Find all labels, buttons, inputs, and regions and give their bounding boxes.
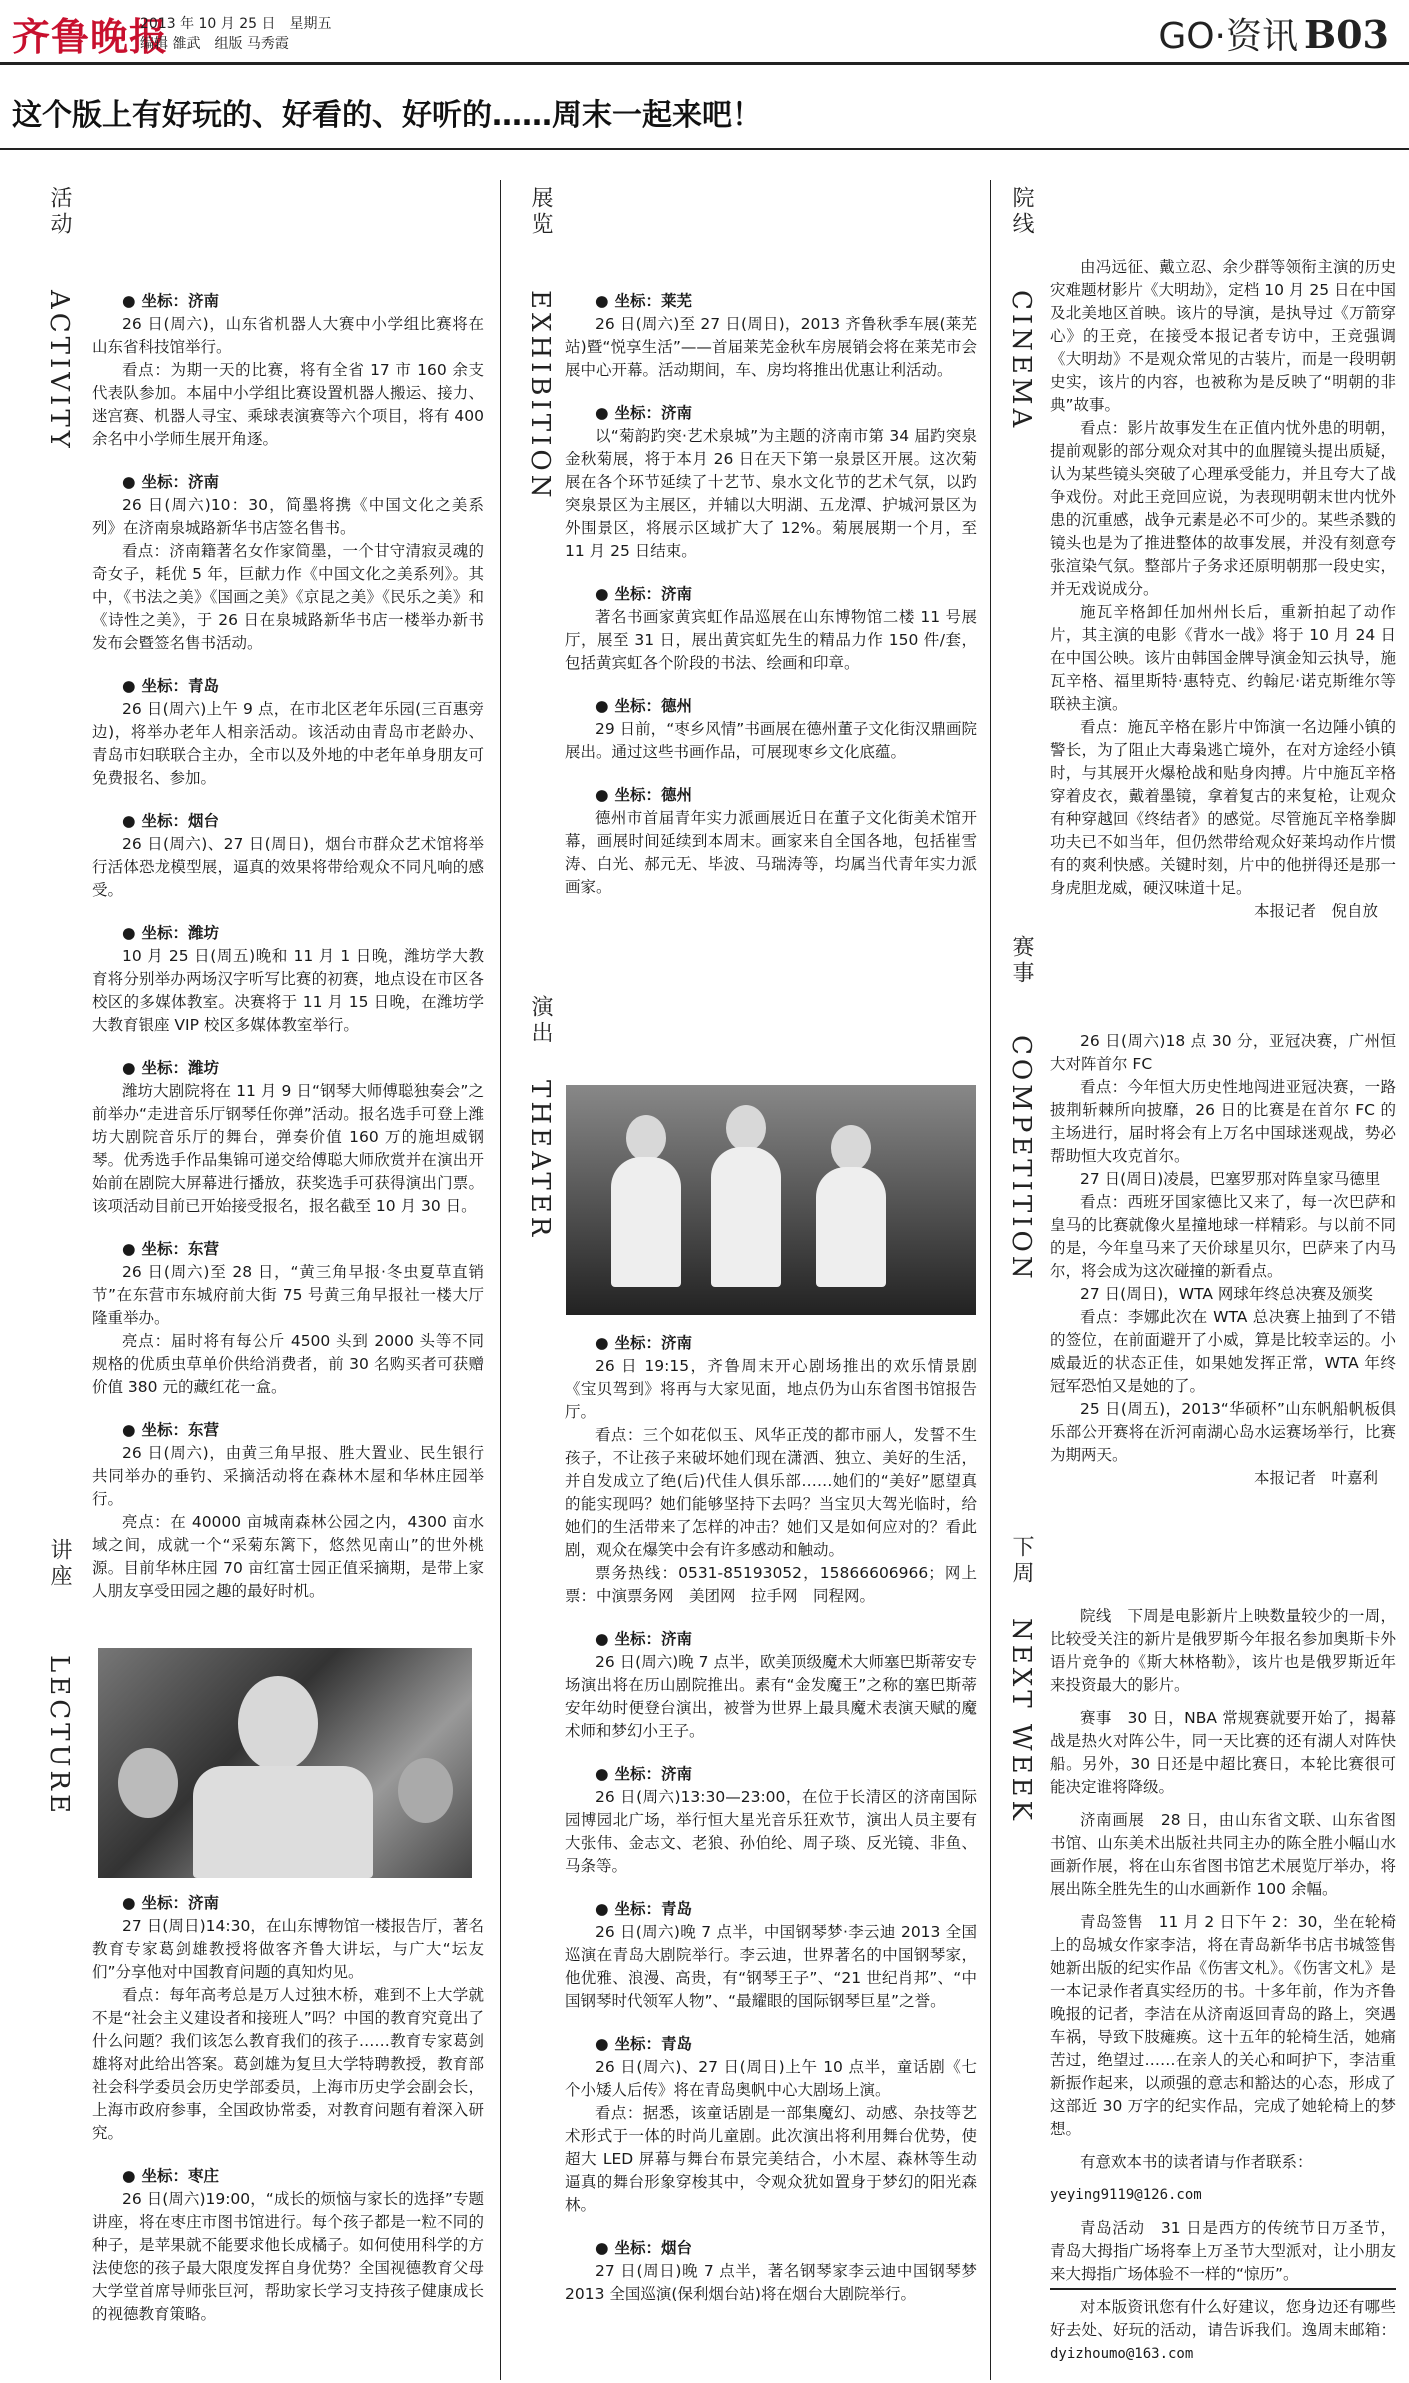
- item-paragraph: 26 日(周六)，由黄三角早报、胜大置业、民生银行共同举办的垂钓、采摘活动将在森林木屋和华林庄园举行。: [92, 1444, 484, 1508]
- list-item: [92, 1419, 484, 1603]
- footer-email-link[interactable]: dyizhoumo@163.com: [1050, 2346, 1194, 2362]
- lecture-label-en: LECTURE: [44, 1655, 74, 1817]
- cinema-article: [1050, 256, 1396, 923]
- list-item: [92, 922, 484, 1037]
- item-paragraph: 26 日(周六)晚 7 点半，中国钢琴梦·李云迪 2013 全国巡演在青岛大剧院举行。李云迪，世界著名的中国钢琴家，他优雅、浪漫、高贵，有“钢琴王子”、“21 世纪肖邦”、“中国钢琴时代领军人物”、“最耀眼的国际钢琴巨星”之誉。: [565, 1923, 977, 2010]
- item-paragraph: 看点：三个如花似玉、风华正茂的都市丽人，发誓不生孩子，不让孩子来破坏她们现在潇洒、独立、美好的生活，并自发成立了绝(后)代佳人俱乐部……她们的“美好”愿望真的能实现吗？她们能够坚持下去吗？当宝贝大驾光临时，给她们的生活带来了怎样的冲击？她们又是如何应对的？看此剧，观众在爆笑中会有许多感动和触动。: [565, 1426, 977, 1559]
- exhibition-list: [565, 290, 977, 919]
- list-item: [565, 583, 977, 675]
- item-paragraph: 26 日(周六)13:30—23:00，在位于长清区的济南国际园博园北广场，举行恒大星光音乐狂欢节，演出人员主要有大张伟、金志文、老狼、孙伯纶、周子琰、反光镜、非鱼、马条等。: [565, 1788, 977, 1875]
- item-paragraph: 著名书画家黄宾虹作品巡展在山东博物馆二楼 11 号展厅，展至 31 日，展出黄宾虹先生的精品力作 150 件/套，包括黄宾虹各个阶段的书法、绘画和印章。: [565, 608, 977, 672]
- list-item: [565, 290, 977, 382]
- article-paragraph: 看点：影片故事发生在正值内忧外患的明朝，提前观影的部分观众对其中的血腥镜头提出质疑，认为某些镜头突破了心理承受能力，并且夸大了战争戏份。对此王竞回应说，为表现明朝末世内忧外患的沉重感，战争元素是必不可少的。某些杀戮的镜头也是为了推进整体的故事发展，并没有刻意夸张渲染气氛。整部片子务求还原明朝那一段史实，并无戏说成分。: [1050, 419, 1396, 598]
- item-location: ● 坐标：青岛: [565, 1898, 977, 1921]
- contact-email-link[interactable]: yeying9119@126.com: [1050, 2187, 1202, 2203]
- article-paragraph: 看点：李娜此次在 WTA 总决赛上抽到了不错的签位，在前面避开了小威，算是比较幸运的。小威最近的状态正佳，如果她发挥正常，WTA 年终冠军恐怕又是她的了。: [1050, 1308, 1396, 1395]
- competition-label-en: COMPETITION: [1006, 1035, 1036, 1283]
- list-item: [565, 2237, 977, 2306]
- exhibition-label-cn: 展览: [528, 186, 553, 238]
- article-paragraph: 看点：西班牙国家德比又来了，每一次巴萨和皇马的比赛就像火星撞地球一样精彩。与以前不同的是，今年皇马来了天价球星贝尔，巴萨来了内马尔，将会成为这次碰撞的新看点。: [1050, 1193, 1396, 1280]
- theater-label-en: THEATER: [525, 1080, 555, 1241]
- item-paragraph: 亮点：届时将有每公斤 4500 头到 2000 头等不同规格的优质虫草单价供给消费者，前 30 名购买者可获赠价值 380 元的藏红花一盒。: [92, 1332, 484, 1396]
- nextweek-label-cn: 下周: [1009, 1535, 1034, 1587]
- item-location: ● 坐标：青岛: [565, 2033, 977, 2056]
- item-location: ● 坐标：济南: [92, 471, 484, 494]
- item-location: ● 坐标：德州: [565, 695, 977, 718]
- item-location: ● 坐标：济南: [565, 402, 977, 425]
- list-item: [92, 810, 484, 902]
- item-location: ● 坐标：济南: [92, 1892, 484, 1915]
- item-paragraph: 10 月 25 日(周五)晚和 11 月 1 日晚，潍坊学大教育将分别举办两场汉字听写比赛的初赛，地点设在市区各校区的多媒体教室。决赛将于 11 月 15 日晚，在潍坊学大教育银座 VIP 校区多媒体教室举行。: [92, 947, 484, 1034]
- exhibition-label-en: EXHIBITION: [525, 290, 555, 502]
- lecture-label-cn: 讲座: [47, 1538, 72, 1590]
- nextweek-article: [1050, 1605, 1396, 2286]
- article-paragraph: 26 日(周六)18 点 30 分，亚冠决赛，广州恒大对阵首尔 FC: [1050, 1032, 1396, 1073]
- item-location: ● 坐标：莱芜: [565, 290, 977, 313]
- editors-line: 编辑 雒武 组版 马秀霞: [140, 36, 289, 52]
- list-item: [92, 2165, 484, 2326]
- article-paragraph: 看点：今年恒大历史性地闯进亚冠决赛，一路披荆斩棘所向披靡，26 日的比赛是在首尔 FC 的主场进行，届时将会有上万名中国球迷观战，势必帮助恒大攻克首尔。: [1050, 1078, 1396, 1165]
- lecture-photo: [98, 1648, 472, 1878]
- item-location: ● 坐标：潍坊: [92, 922, 484, 945]
- list-item: [92, 1238, 484, 1399]
- issue-meta: [140, 14, 332, 54]
- item-paragraph: 看点：每年高考总是万人过独木桥，难到不上大学就不是“社会主义建设者和接班人”吗？中国的教育究竟出了什么问题？我们该怎么教育我们的孩子……教育专家葛剑雄将对此给出答案。葛剑雄为复旦大学特聘教授，教育部社会科学委员会历史学部委员，上海市历史学会副会长，上海市政府参事，全国政协常委，对教育问题有着深入研究。: [92, 1986, 484, 2142]
- list-item: [565, 1332, 977, 1608]
- nextweek-label-en: NEXT WEEK: [1006, 1618, 1036, 1824]
- article-paragraph: 赛事 30 日，NBA 常规赛就要开始了，揭幕战是热火对阵公牛，同一天比赛的还有湖人对阵快船。另外，30 日还是中超比赛日，本轮比赛很可能决定谁将降级。: [1050, 1709, 1396, 1796]
- item-location: ● 坐标：济南: [565, 583, 977, 606]
- article-paragraph: 看点：施瓦辛格在影片中饰演一名边陲小镇的警长，为了阻止大毒枭逃亡境外，在对方途经小镇时，与其展开火爆枪战和贴身肉搏。片中施瓦辛格穿着皮衣，戴着墨镜，拿着复古的来复枪，让观众有种穿越回《终结者》的感觉。尽管施瓦辛格拳脚功夫已不如当年，但仍然带给观众好莱坞动作片惯有的爽利快感。关键时刻，片中的他拼得还是那一身虎胆龙威，硬汉味道十足。: [1050, 718, 1396, 897]
- item-location: ● 坐标：烟台: [92, 810, 484, 833]
- competition-article: [1050, 1030, 1396, 1490]
- item-paragraph: 26 日(周六)晚 7 点半，欧美顶级魔术大师塞巴斯蒂安专场演出将在历山剧院推出。素有“金发魔王”之称的塞巴斯蒂安年幼时便登台演出，被誉为世界上最具魔术表演天赋的魔术师和梦幻小王子。: [565, 1653, 977, 1740]
- item-paragraph: 看点：为期一天的比赛，将有全省 17 市 160 余支代表队参加。本届中小学组比赛设置机器人搬运、接力、迷宫赛、机器人寻宝、乘球表演赛等六个项目，将有 400 余名中小学师生展开角逐。: [92, 361, 484, 448]
- item-location: ● 坐标：济南: [565, 1628, 977, 1651]
- item-location: ● 坐标：济南: [92, 290, 484, 313]
- article-paragraph: 济南画展 28 日，由山东省文联、山东省图书馆、山东美术出版社共同主办的陈全胜小幅山水画新作展，将在山东省图书馆艺术展览厅举办，将展出陈全胜先生的山水画新作 100 余幅。: [1050, 1811, 1396, 1898]
- list-item: [565, 784, 977, 899]
- item-paragraph: 看点：据悉，该童话剧是一部集魔幻、动感、杂技等艺术形式于一体的时尚儿童剧。此次演出将利用舞台优势，使超大 LED 屏幕与舞台布景完美结合，小木屋、森林等生动逼真的舞台形象穿梭其中，令观众犹如置身于梦幻的阳光森林。: [565, 2104, 977, 2214]
- item-paragraph: 德州市首届青年实力派画展近日在董子文化街美术馆开幕，画展时间延续到本周末。画家来自全国各地，包括崔雪涛、白光、郝元无、毕波、马瑞涛等，均属当代青年实力派画家。: [565, 809, 977, 896]
- list-item: [565, 1898, 977, 2013]
- item-location: ● 坐标：东营: [92, 1238, 484, 1261]
- item-paragraph: 26 日(周六)上午 9 点，在市北区老年乐园(三百惠旁边)，将举办老年人相亲活动。该活动由青岛市老龄办、青岛市妇联联合主办，全市以及外地的中老年单身朋友可免费报名、参加。: [92, 700, 484, 787]
- cinema-label-en: CINEMA: [1006, 290, 1036, 432]
- list-item: [565, 1763, 977, 1878]
- article-paragraph: 27 日(周日)，WTA 网球年终总决赛及颁奖: [1080, 1285, 1373, 1303]
- item-paragraph: 26 日(周六)至 28 日，“黄三角早报·冬虫夏草直销节”在东营市东城府前大街 75 号黄三角早报社一楼大厅隆重举办。: [92, 1263, 484, 1327]
- item-paragraph: 26 日(周六)、27 日(周日)，烟台市群众艺术馆将举行活体恐龙模型展，逼真的效果将带给观众不同凡响的感受。: [92, 835, 484, 899]
- section-title: [1158, 8, 1389, 59]
- item-location: ● 坐标：潍坊: [92, 1057, 484, 1080]
- item-paragraph: 26 日 19:15，齐鲁周末开心剧场推出的欢乐情景剧《宝贝驾到》将再与大家见面，地点仍为山东省图书馆报告厅。: [565, 1357, 977, 1421]
- item-paragraph: 27 日(周日)晚 7 点半，著名钢琴家李云迪中国钢琴梦 2013 全国巡演(保利烟台站)将在烟台大剧院举行。: [565, 2262, 977, 2303]
- theater-photo: [566, 1085, 976, 1315]
- byline: 本报记者 叶嘉利: [1253, 1469, 1378, 1487]
- item-location: ● 坐标：青岛: [92, 675, 484, 698]
- list-item: [565, 402, 977, 563]
- article-paragraph: 有意欢本书的读者请与作者联系：: [1080, 2153, 1313, 2171]
- newspaper-logo: 齐鲁晚报: [12, 14, 169, 59]
- footer-note-text: 对本版资讯您有什么好建议，您身边还有哪些好去处、好玩的活动，请告诉我们。逸周末邮箱：: [1050, 2298, 1396, 2339]
- article-paragraph: 院线 下周是电影新片上映数量较少的一周，比较受关注的新片是俄罗斯今年报名参加奥斯卡外语片竞争的《斯大林格勒》，该片也是俄罗斯近年来投资最大的影片。: [1050, 1607, 1396, 1694]
- competition-label-cn: 赛事: [1009, 935, 1034, 987]
- list-item: [92, 1892, 484, 2145]
- activity-label-en: ACTIVITY: [44, 290, 74, 452]
- list-item: [565, 1628, 977, 1743]
- item-location: ● 坐标：德州: [565, 784, 977, 807]
- activity-label-cn: 活动: [47, 186, 72, 238]
- theater-list: [565, 1332, 977, 2326]
- item-paragraph: 26 日(周六)、27 日(周日)上午 10 点半，童话剧《七个小矮人后传》将在青岛奥帆中心大剧场上演。: [565, 2058, 977, 2099]
- footer-note: [1050, 2288, 1396, 2366]
- headline-rule: [0, 148, 1409, 150]
- lecture-list: [92, 1892, 484, 2346]
- header-rule: [0, 62, 1409, 65]
- page-number: B03: [1304, 12, 1389, 57]
- item-paragraph: 以“菊韵趵突·艺术泉城”为主题的济南市第 34 届趵突泉金秋菊展，将于本月 26 日在天下第一泉景区开展。这次菊展在各个环节延续了十艺节、泉水文化节的艺术气氛，以趵突泉景区为主展区，并辅以大明湖、五龙潭、护城河景区为外围景区，将展示区域扩大了 12%。菊展展期一个月，至 11 月 25 日结束。: [565, 427, 977, 560]
- cinema-label-cn: 院线: [1009, 186, 1034, 238]
- item-paragraph: 26 日(周六)19:00，“成长的烦恼与家长的选择”专题讲座，将在枣庄市图书馆进行。每个孩子都是一粒不同的种子，是苹果就不能要求他长成橘子。如何使用科学的方法使您的孩子最大限度发挥自身优势？全国视德教育父母大学堂首席导师张巨河，帮助家长学习支持孩子健康成长的视德教育策略。: [92, 2190, 484, 2323]
- article-paragraph: 青岛签售 11 月 2 日下午 2：30，坐在轮椅上的岛城女作家李洁，将在青岛新华书店书城签售她新出版的纪实作品《伤害文札》。《伤害文札》是一本记录作者真实经历的书。十多年前，作为齐鲁晚报的记者，李洁在从济南返回青岛的路上，突遇车祸，导致下肢瘫痪。这十五年的轮椅生活，她痛苦过，绝望过……在亲人的关心和呵护下，李洁重新振作起来，以顽强的意志和豁达的心态，形成了这部近 30 万字的纪实作品，完成了她轮椅上的梦想。: [1050, 1913, 1396, 2138]
- item-location: ● 坐标：济南: [565, 1332, 977, 1355]
- item-location: ● 坐标：济南: [565, 1763, 977, 1786]
- list-item: [92, 471, 484, 655]
- activity-list: [92, 290, 484, 1623]
- item-paragraph: 26 日(周六)10：30，简墨将携《中国文化之美系列》在济南泉城路新华书店签名售书。: [92, 496, 484, 537]
- article-paragraph: 施瓦辛格卸任加州州长后，重新拍起了动作片，其主演的电影《背水一战》将于 10 月 24 日在中国公映。该片由韩国金牌导演金知云执导，施瓦辛格、福里斯特·惠特克、约翰尼·诺克斯维尔等联袂主演。: [1050, 603, 1396, 713]
- item-paragraph: 潍坊大剧院将在 11 月 9 日“钢琴大师傅聪独奏会”之前举办“走进音乐厅钢琴任你弹”活动。报名选手可登上潍坊大剧院音乐厅的舞台，弹奏价值 160 万的施坦威钢琴。优秀选手作品集锦可递交给傅聪大师欣赏并在演出开始前在剧院大屏幕进行播放，获奖选手可获得演出门票。该项活动目前已开始接受报名，报名截至 10 月 30 日。: [92, 1082, 484, 1215]
- item-location: ● 坐标：东营: [92, 1419, 484, 1442]
- column-divider: [500, 180, 501, 2380]
- list-item: [92, 675, 484, 790]
- item-location: ● 坐标：烟台: [565, 2237, 977, 2260]
- article-paragraph: 由冯远征、戴立忍、余少群等领衔主演的历史灾难题材影片《大明劫》，定档 10 月 25 日在中国及北美地区首映。该片的导演，是执导过《万箭穿心》的王竞，在接受本报记者专访中，王竞强调《大明劫》不是观众常见的古装片，而是一段明朝史实，该片的内容，也被称为是反映了“明朝的非典”故事。: [1050, 258, 1396, 414]
- item-paragraph: 26 日(周六)至 27 日(周日)，2013 齐鲁秋季车展(莱芜站)暨“悦享生活”——首届莱芜金秋车房展销会将在莱芜市会展中心开幕。活动期间，车、房均将推出优惠让利活动。: [565, 315, 977, 379]
- theater-label-cn: 演出: [528, 995, 553, 1047]
- column-divider: [990, 180, 991, 2380]
- article-paragraph: 27 日(周日)凌晨，巴塞罗那对阵皇家马德里: [1080, 1170, 1381, 1188]
- date-line: 2013 年 10 月 25 日 星期五: [140, 16, 332, 32]
- item-location: ● 坐标：枣庄: [92, 2165, 484, 2188]
- item-paragraph: 票务热线：0531-85193052，15866606966；网上票：中演票务网 美团网 拉手网 同程网。: [565, 1564, 977, 1605]
- item-paragraph: 29 日前，“枣乡风情”书画展在德州董子文化街汉鼎画院展出。通过这些书画作品，可展现枣乡文化底蕴。: [565, 720, 977, 761]
- page-headline: 这个版上有好玩的、好看的、好听的……周末一起来吧！: [12, 98, 762, 133]
- item-paragraph: 27 日(周日)14:30，在山东博物馆一楼报告厅，著名教育专家葛剑雄教授将做客齐鲁大讲坛，与广大“坛友们”分享他对中国教育问题的真知灼见。: [92, 1917, 484, 1981]
- item-paragraph: 亮点：在 40000 亩城南森林公园之内，4300 亩水域之间，成就一个“采菊东篱下，悠然见南山”的世外桃源。目前华林庄园 70 亩红富士园正值采摘期，是带上家人朋友享受田园之趣的最好时机。: [92, 1513, 484, 1600]
- section-name: GO·资讯: [1158, 16, 1298, 57]
- byline: 本报记者 倪自放: [1253, 902, 1378, 920]
- item-paragraph: 看点：济南籍著名女作家简墨，一个甘守清寂灵魂的奇女子，耗优 5 年，巨献力作《中国文化之美系列》。其中，《书法之美》《国画之美》《京昆之美》《民乐之美》和《诗性之美》，于 26 日在泉城路新华书店一楼举办新书发布会暨签名售书活动。: [92, 542, 484, 652]
- article-paragraph: 25 日(周五)，2013“华硕杯”山东帆船帆板俱乐部公开赛将在沂河南湖心岛水运赛场举行，比赛为期两天。: [1050, 1400, 1396, 1464]
- list-item: [565, 2033, 977, 2217]
- article-paragraph: 青岛活动 31 日是西方的传统节日万圣节，青岛大拇指广场将奉上万圣节大型派对，让小朋友来大拇指广场体验不一样的“惊历”。: [1050, 2219, 1396, 2283]
- list-item: [92, 1057, 484, 1218]
- item-paragraph: 26 日(周六)，山东省机器人大赛中小学组比赛将在山东省科技馆举行。: [92, 315, 484, 356]
- list-item: [92, 290, 484, 451]
- list-item: [565, 695, 977, 764]
